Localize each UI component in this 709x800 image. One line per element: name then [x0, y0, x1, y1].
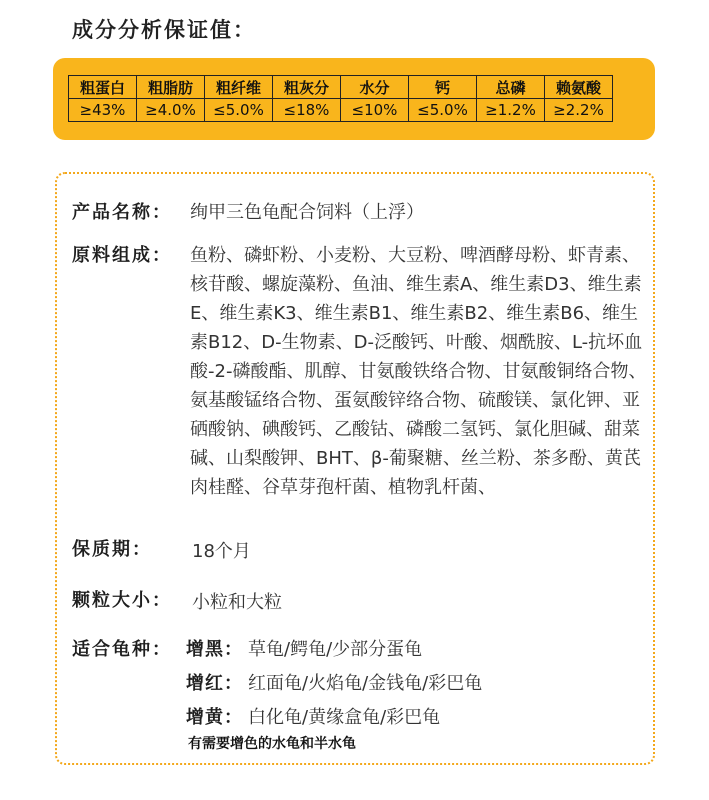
species-value-black: 草龟/鳄龟/少部分蛋龟 [248, 639, 423, 660]
value-cell: ≥4.0% [137, 99, 205, 122]
ingredients-label: 原料组成： [72, 245, 172, 266]
species-tag-yellow: 增黄： [186, 707, 243, 728]
header-cell: 水分 [341, 76, 409, 99]
ingredients-value: 鱼粉、磷虾粉、小麦粉、大豆粉、啤酒酵母粉、虾青素、核苷酸、螺旋藻粉、鱼油、维生素A、维生素D3、维生素E、维生素K3、维生素B1、维生素B2、维生素B6、维生素B12、D-生物素、D-泛酸钙、叶酸、烟酰胺、L-抗坏血酸-2-磷酸酯、肌醇、甘氨酸铁络合物、甘氨酸铜络合物、氨基酸锰络合物、蛋氨酸锌络合物、硫酸镁、氯化钾、亚硒酸钠、碘酸钙、乙酸钴、磷酸二氢钙、氯化胆碱、甜菜碱、山梨酸钾、BHT、β-葡聚糖、丝兰粉、茶多酚、黄芪肉桂醛、谷草芽孢杆菌、植物乳杆菌、 [190, 245, 647, 498]
shelf-life-value: 18个月 [192, 541, 251, 562]
species-tag-red: 增红： [186, 673, 243, 694]
value-cell: ≥2.2% [545, 99, 613, 122]
header-cell: 粗脂肪 [137, 76, 205, 99]
species-value-yellow: 白化龟/黄缘盒龟/彩巴龟 [248, 707, 441, 728]
header-cell: 粗蛋白 [69, 76, 137, 99]
value-cell: ≤5.0% [409, 99, 477, 122]
species-label: 适合龟种： [72, 639, 172, 660]
value-cell: ≤18% [273, 99, 341, 122]
pellet-size-label: 颗粒大小： [72, 590, 172, 611]
shelf-life-label: 保质期： [72, 539, 152, 560]
product-name-label: 产品名称： [72, 202, 172, 223]
species-note: 有需要增色的水龟和半水龟 [188, 736, 356, 752]
species-value-red: 红面龟/火焰龟/金钱龟/彩巴龟 [248, 673, 483, 694]
table-value-row [69, 99, 613, 122]
value-cell: ≤5.0% [205, 99, 273, 122]
product-name-value: 绚甲三色龟配合饲料（上浮） [190, 202, 424, 223]
header-cell: 钙 [409, 76, 477, 99]
header-cell: 粗纤维 [205, 76, 273, 99]
guarantee-table [68, 75, 613, 122]
species-tag-black: 增黑： [186, 639, 243, 660]
header-cell: 粗灰分 [273, 76, 341, 99]
value-cell: ≥1.2% [477, 99, 545, 122]
value-cell: ≥43% [69, 99, 137, 122]
header-cell: 赖氨酸 [545, 76, 613, 99]
table-header-row [69, 76, 613, 99]
value-cell: ≤10% [341, 99, 409, 122]
section-title: 成分分析保证值： [72, 18, 256, 42]
pellet-size-value: 小粒和大粒 [192, 592, 282, 613]
header-cell: 总磷 [477, 76, 545, 99]
